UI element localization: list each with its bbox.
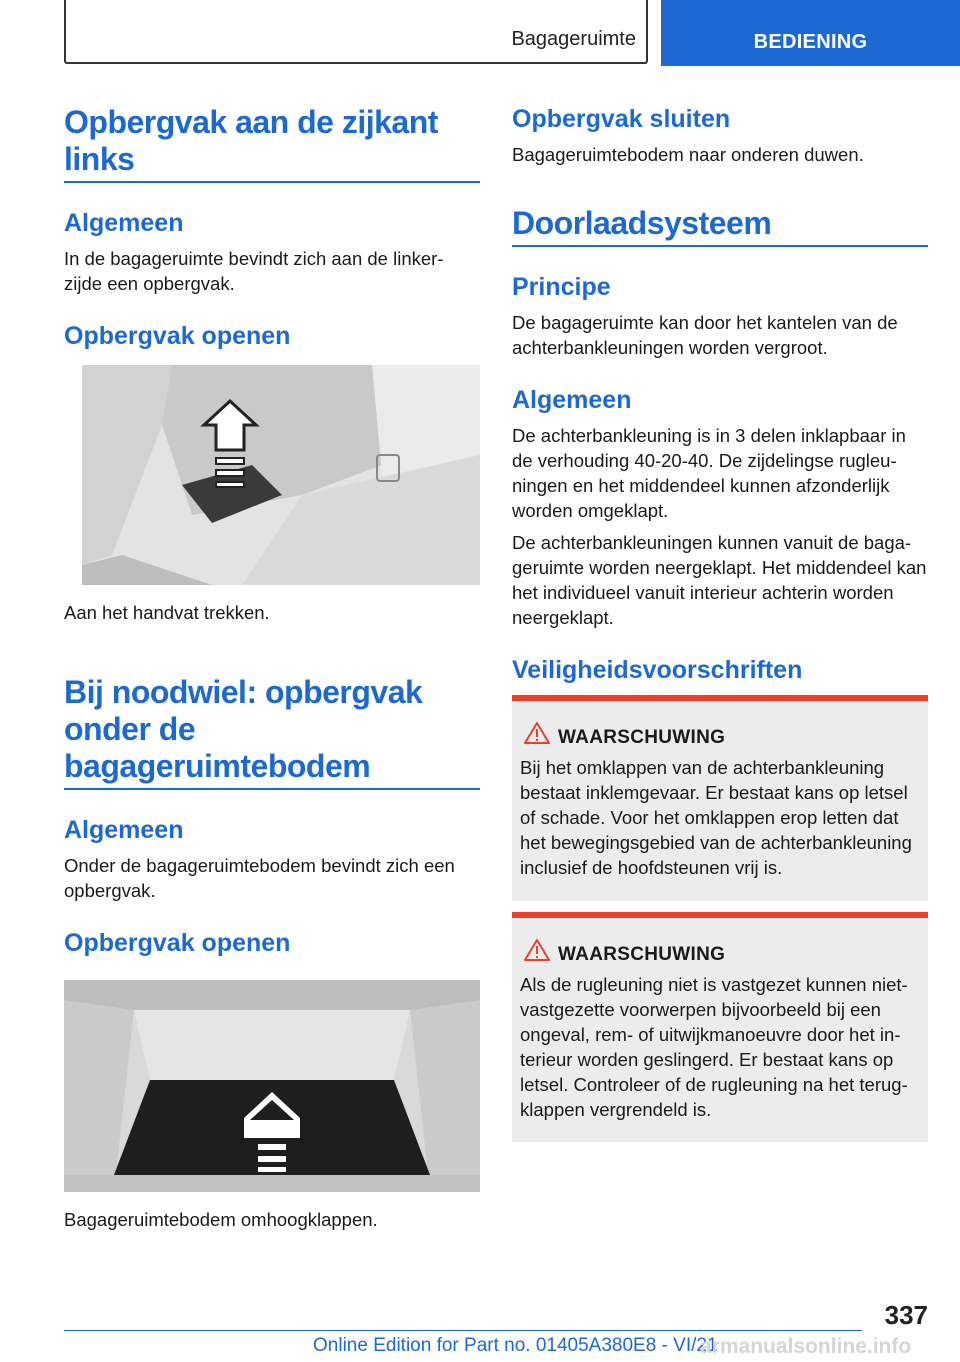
subheading-open-2: Opbergvak openen bbox=[64, 929, 291, 957]
heading-rule bbox=[512, 245, 928, 247]
warning-title: WAARSCHUWING bbox=[558, 944, 726, 965]
warning-text: Bij het omklappen van de achterbankleuning bestaat inklemgevaar. Er bestaat kans op letsel of schade. Voor het omklappen erop letten dat het bewegingsgebied van de achterbankleuning inclusief de hoofdsteunen vrij is. bbox=[520, 757, 912, 878]
paragraph-general: In de bagageruimte bevindt zich aan de linkerzijde een opbergvak. bbox=[64, 248, 444, 294]
warning-text: Als de rugleuning niet is vastgezet kunnen niet-vastgezette voorwerpen bijvoorbeeld bij een ongeval, rem- of uitwijkmanoeuvre door het interieur worden geslingerd. Er bestaat kans op letsel. Controleer of de rugleuning na het terugklappen vergrendeld is. bbox=[520, 974, 908, 1120]
warning-triangle-icon bbox=[524, 721, 550, 745]
section-title: Bagageruimte bbox=[511, 28, 636, 50]
cargo-floor-illustration bbox=[64, 980, 480, 1192]
subheading-general: Algemeen bbox=[64, 209, 184, 237]
paragraph-close: Bagageruimtebodem naar onderen duwen. bbox=[512, 144, 864, 165]
caption-pull-handle: Aan het handvat trekken. bbox=[64, 602, 270, 623]
heading-rule bbox=[64, 788, 480, 790]
subheading-safety: Veiligheidsvoorschriften bbox=[512, 656, 803, 684]
subheading-general-2: Algemeen bbox=[64, 816, 184, 844]
watermark: armanualsonline.info bbox=[700, 1335, 912, 1358]
side-compartment-illustration bbox=[82, 365, 480, 585]
paragraph-principle: De bagageruimte kan door het kantelen van de achterbankleuningen worden vergroot. bbox=[512, 312, 898, 358]
edition-note: Online Edition for Part no. 01405A380E8 - VI/21 bbox=[313, 1335, 718, 1356]
paragraph-general-2: Onder de bagageruimtebodem bevindt zich een opbergvak. bbox=[64, 855, 455, 901]
section-heading-spare-wheel: Bij noodwiel: opbergvak onder de bagageruimtebodem bbox=[64, 674, 423, 784]
heading-rule bbox=[64, 181, 480, 183]
caption-fold-up-floor: Bagageruimtebodem omhoogklappen. bbox=[64, 1209, 378, 1230]
header-box bbox=[64, 0, 648, 64]
warning-title: WAARSCHUWING bbox=[558, 727, 726, 748]
paragraph-general-4: De achterbankleuningen kunnen vanuit de bagageruimte worden neergeklapt. Het middendeel kan het individueel vanuit interieur achterin worden neergeklapt. bbox=[512, 532, 927, 628]
warning-triangle-icon bbox=[524, 938, 550, 962]
page-number: 337 bbox=[884, 1300, 928, 1330]
subheading-open: Opbergvak openen bbox=[64, 322, 291, 350]
footer-rule bbox=[64, 1330, 862, 1331]
section-heading-side-compartment: Opbergvak aan de zijkant links bbox=[64, 104, 438, 177]
warning-box-2 bbox=[512, 912, 928, 1142]
paragraph-general-3: De achterbankleuning is in 3 delen inklapbaar in de verhouding 40-20-40. De zijdelingse rugleuningen en het middendeel kunnen afzonderlijk worden omgeklapt. bbox=[512, 425, 906, 521]
subheading-principle: Principe bbox=[512, 273, 611, 301]
section-heading-through-load: Doorlaadsysteem bbox=[512, 205, 772, 241]
warning-box-1 bbox=[512, 695, 928, 901]
chapter-tab: BEDIENING bbox=[661, 0, 960, 66]
subheading-close: Opbergvak sluiten bbox=[512, 105, 731, 133]
subheading-general-3: Algemeen bbox=[512, 386, 632, 414]
